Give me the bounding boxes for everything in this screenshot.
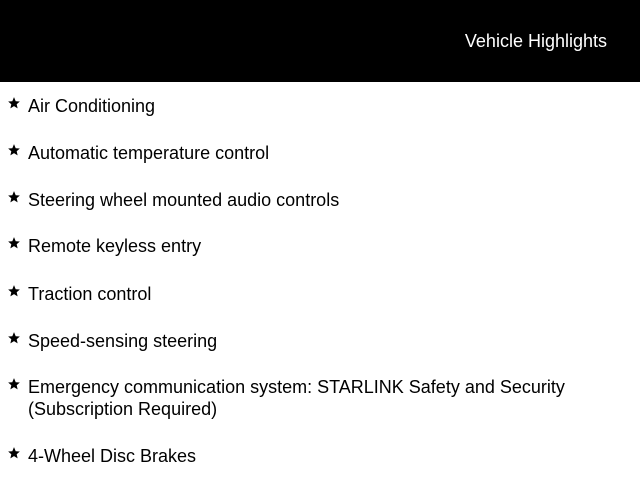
star-icon xyxy=(7,96,21,110)
header-bar xyxy=(0,0,640,82)
list-item-label: Automatic temperature control xyxy=(28,143,270,163)
list-item-label: Speed-sensing steering xyxy=(28,331,218,351)
list-item-label: 4-Wheel Disc Brakes xyxy=(28,446,197,466)
list-item-label: Traction control xyxy=(28,284,152,304)
list-item-label: Steering wheel mounted audio controls xyxy=(28,190,340,210)
star-icon xyxy=(7,236,21,250)
star-icon xyxy=(7,331,21,345)
star-icon xyxy=(7,446,21,460)
star-icon xyxy=(7,190,21,204)
page-title: Vehicle Highlights xyxy=(464,31,607,51)
star-icon xyxy=(7,377,21,391)
list-item-label: Emergency communication system: STARLINK Safety and Security (Subscription Required) xyxy=(28,377,565,419)
list-item-label: Air Conditioning xyxy=(28,96,156,116)
star-icon xyxy=(7,143,21,157)
star-icon xyxy=(7,284,21,298)
list-item-label: Remote keyless entry xyxy=(28,236,202,256)
